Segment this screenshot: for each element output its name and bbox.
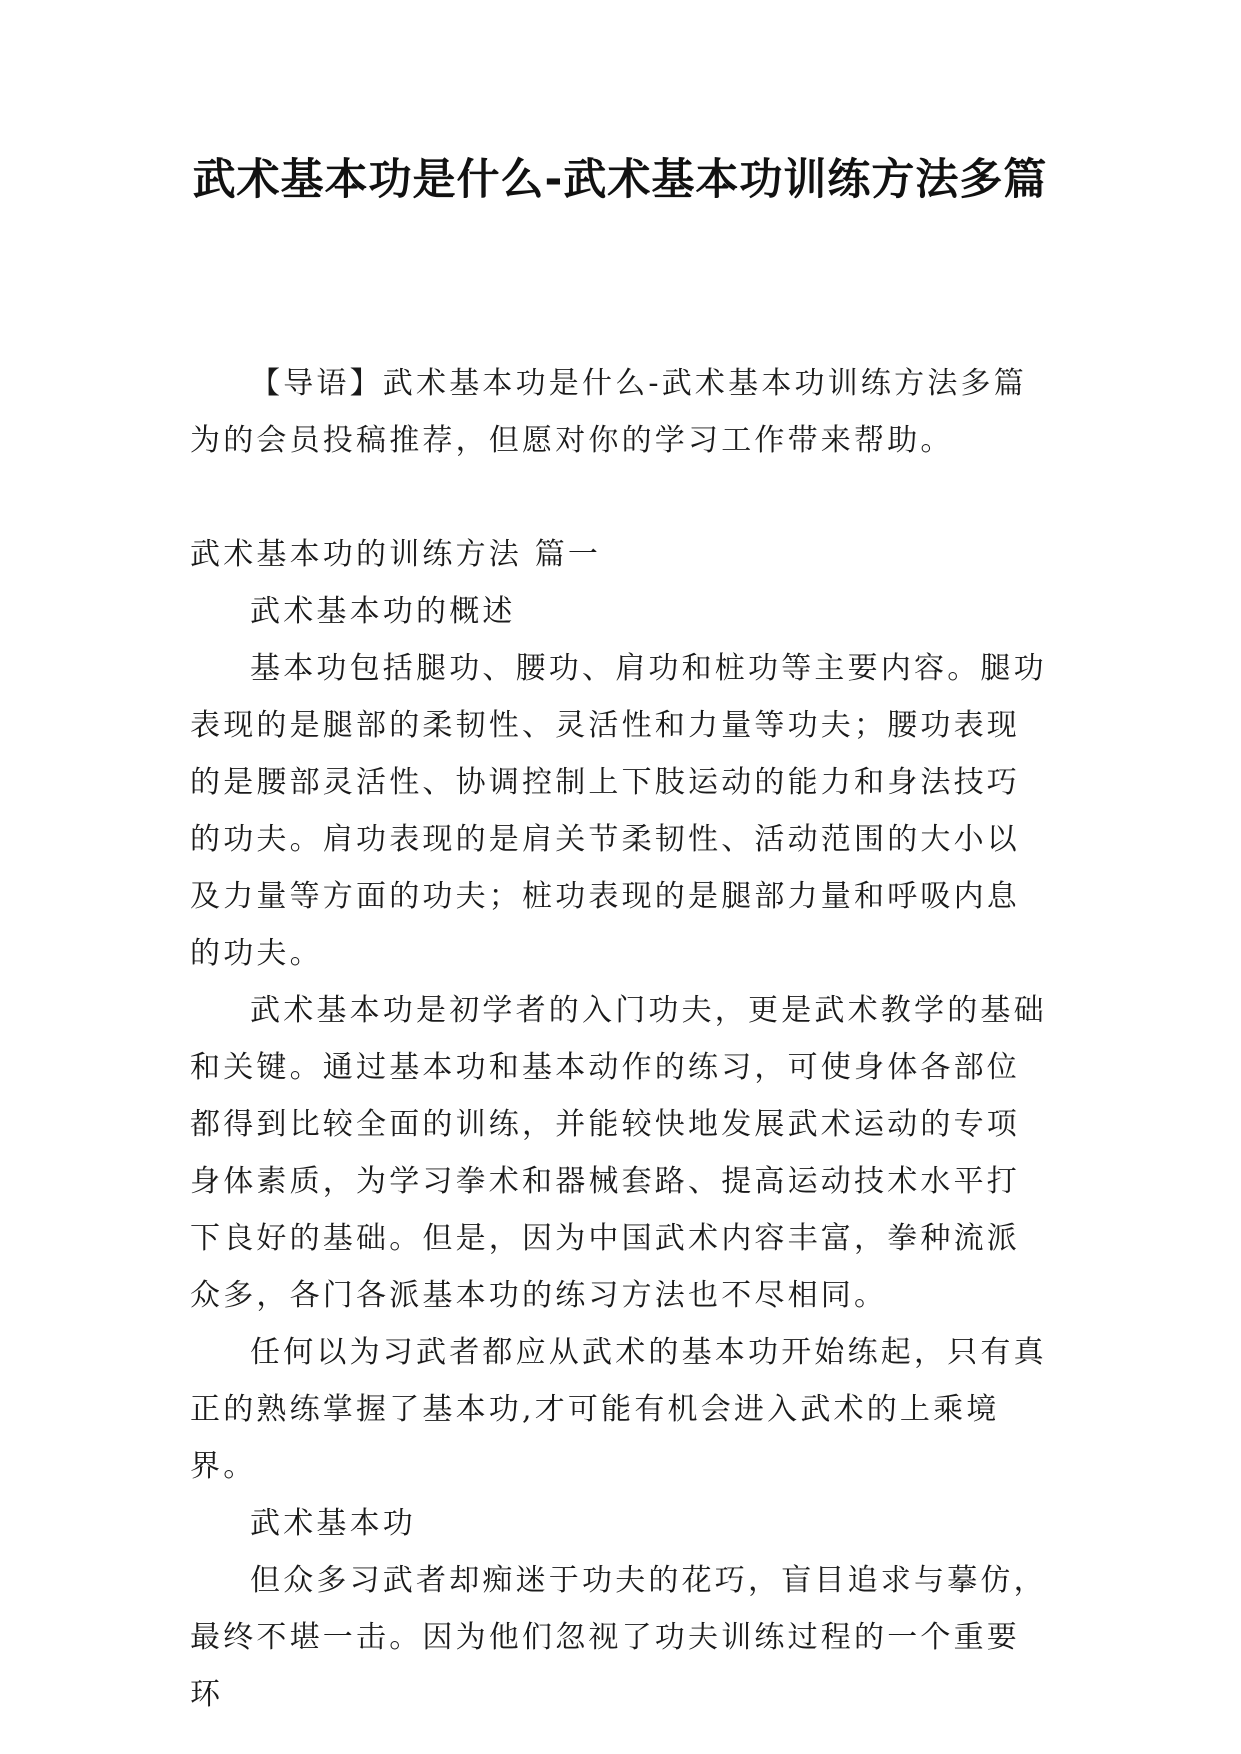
document-body [190, 355, 1050, 1723]
document-title: 武术基本功是什么-武术基本功训练方法多篇 [192, 155, 1048, 205]
body-paragraph: 但众多习武者却痴迷于功夫的花巧，盲目追求与摹仿，最终不堪一击。因为他们忽视了功夫训练过程的一个重要环 [190, 1563, 1047, 1712]
body-paragraph: 基本功包括腿功、腰功、肩功和桩功等主要内容。腿功表现的是腿部的柔韧性、灵活性和力量等功夫；腰功表现的是腰部灵活性、协调控制上下肢运动的能力和身法技巧的功夫。肩功表现的是肩关节柔韧性、活动范围的大小以及力量等方面的功夫；桩功表现的是腿部力量和呼吸内息的功夫。 [190, 651, 1047, 971]
body-paragraph: 武术基本功是初学者的入门功夫，更是武术教学的基础和关键。通过基本功和基本动作的练习，可使身体各部位都得到比较全面的训练，并能较快地发展武术运动的专项身体素质，为学习拳术和器械套路、提高运动技术水平打下良好的基础。但是，因为中国武术内容丰富，拳种流派众多，各门各派基本功的练习方法也不尽相同。 [190, 993, 1047, 1313]
intro-paragraph: 【导语】武术基本功是什么-武术基本功训练方法多篇为的会员投稿推荐，但愿对你的学习工作带来帮助。 [190, 366, 1027, 458]
body-paragraph: 任何以为习武者都应从武术的基本功开始练起，只有真正的熟练掌握了基本功,才可能有机会进入武术的上乘境界。 [190, 1335, 1047, 1484]
subheading-basics: 武术基本功 [250, 1506, 416, 1541]
section-heading: 武术基本功的训练方法 篇一 [190, 537, 602, 572]
spacer [190, 469, 1050, 526]
subheading-overview: 武术基本功的概述 [250, 594, 516, 629]
